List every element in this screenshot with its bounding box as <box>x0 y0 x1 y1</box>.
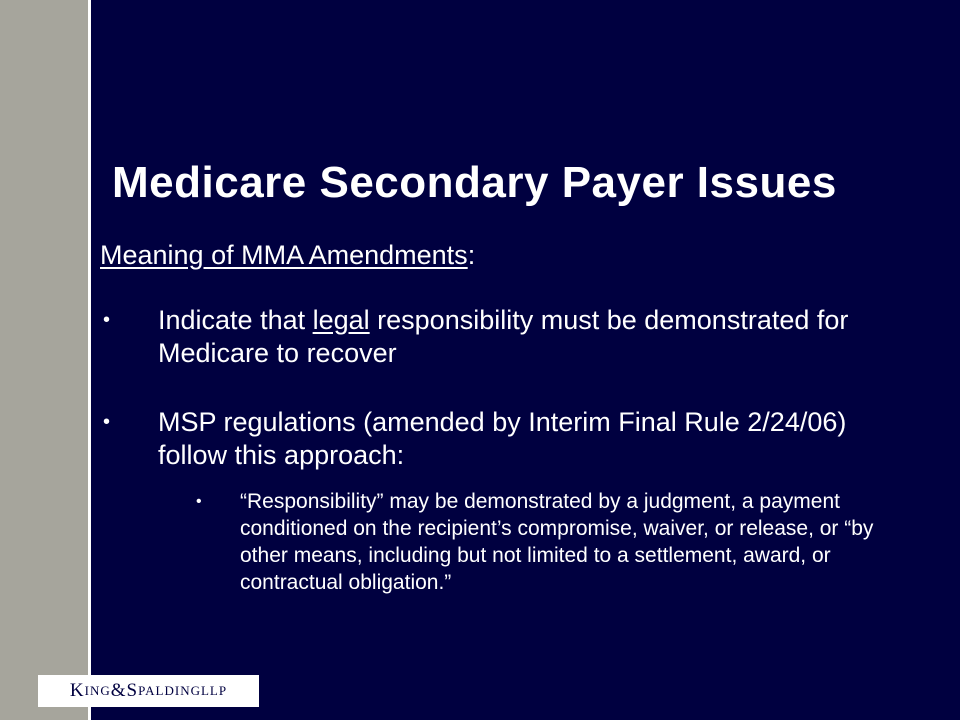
sub-bullet-dot-icon: • <box>196 493 202 510</box>
slide-subheading <box>100 240 475 271</box>
bullet-text-after: responsibility must be demonstrated for Medicare to recover <box>158 305 849 368</box>
bullet-text-underlined: legal <box>312 305 370 335</box>
sidebar-band <box>0 0 88 720</box>
bullet-text: MSP regulations (amended by Interim Final Rule 2/24/06) follow this approach: <box>158 407 847 470</box>
king-spalding-logo: K ING & S PALDING LLP <box>38 675 259 707</box>
bullet-dot-icon: • <box>103 411 111 433</box>
sub-bullet-text: “Responsibility” may be demonstrated by a judgment, a payment conditioned on the recipient’s compromise, waiver, or release, or “by other means, including but not limited to a settlement, award, or contractual obligation.” <box>240 490 874 594</box>
subheading-text: Meaning of MMA Amendments <box>100 240 468 270</box>
bullet-text <box>158 304 908 370</box>
bullet-dot-icon: • <box>103 309 111 331</box>
subheading-colon: : <box>467 240 476 270</box>
slide-title: Medicare Secondary Payer Issues <box>112 158 837 207</box>
bullet-text-before: Indicate that <box>158 305 313 335</box>
sidebar-divider <box>88 0 91 720</box>
